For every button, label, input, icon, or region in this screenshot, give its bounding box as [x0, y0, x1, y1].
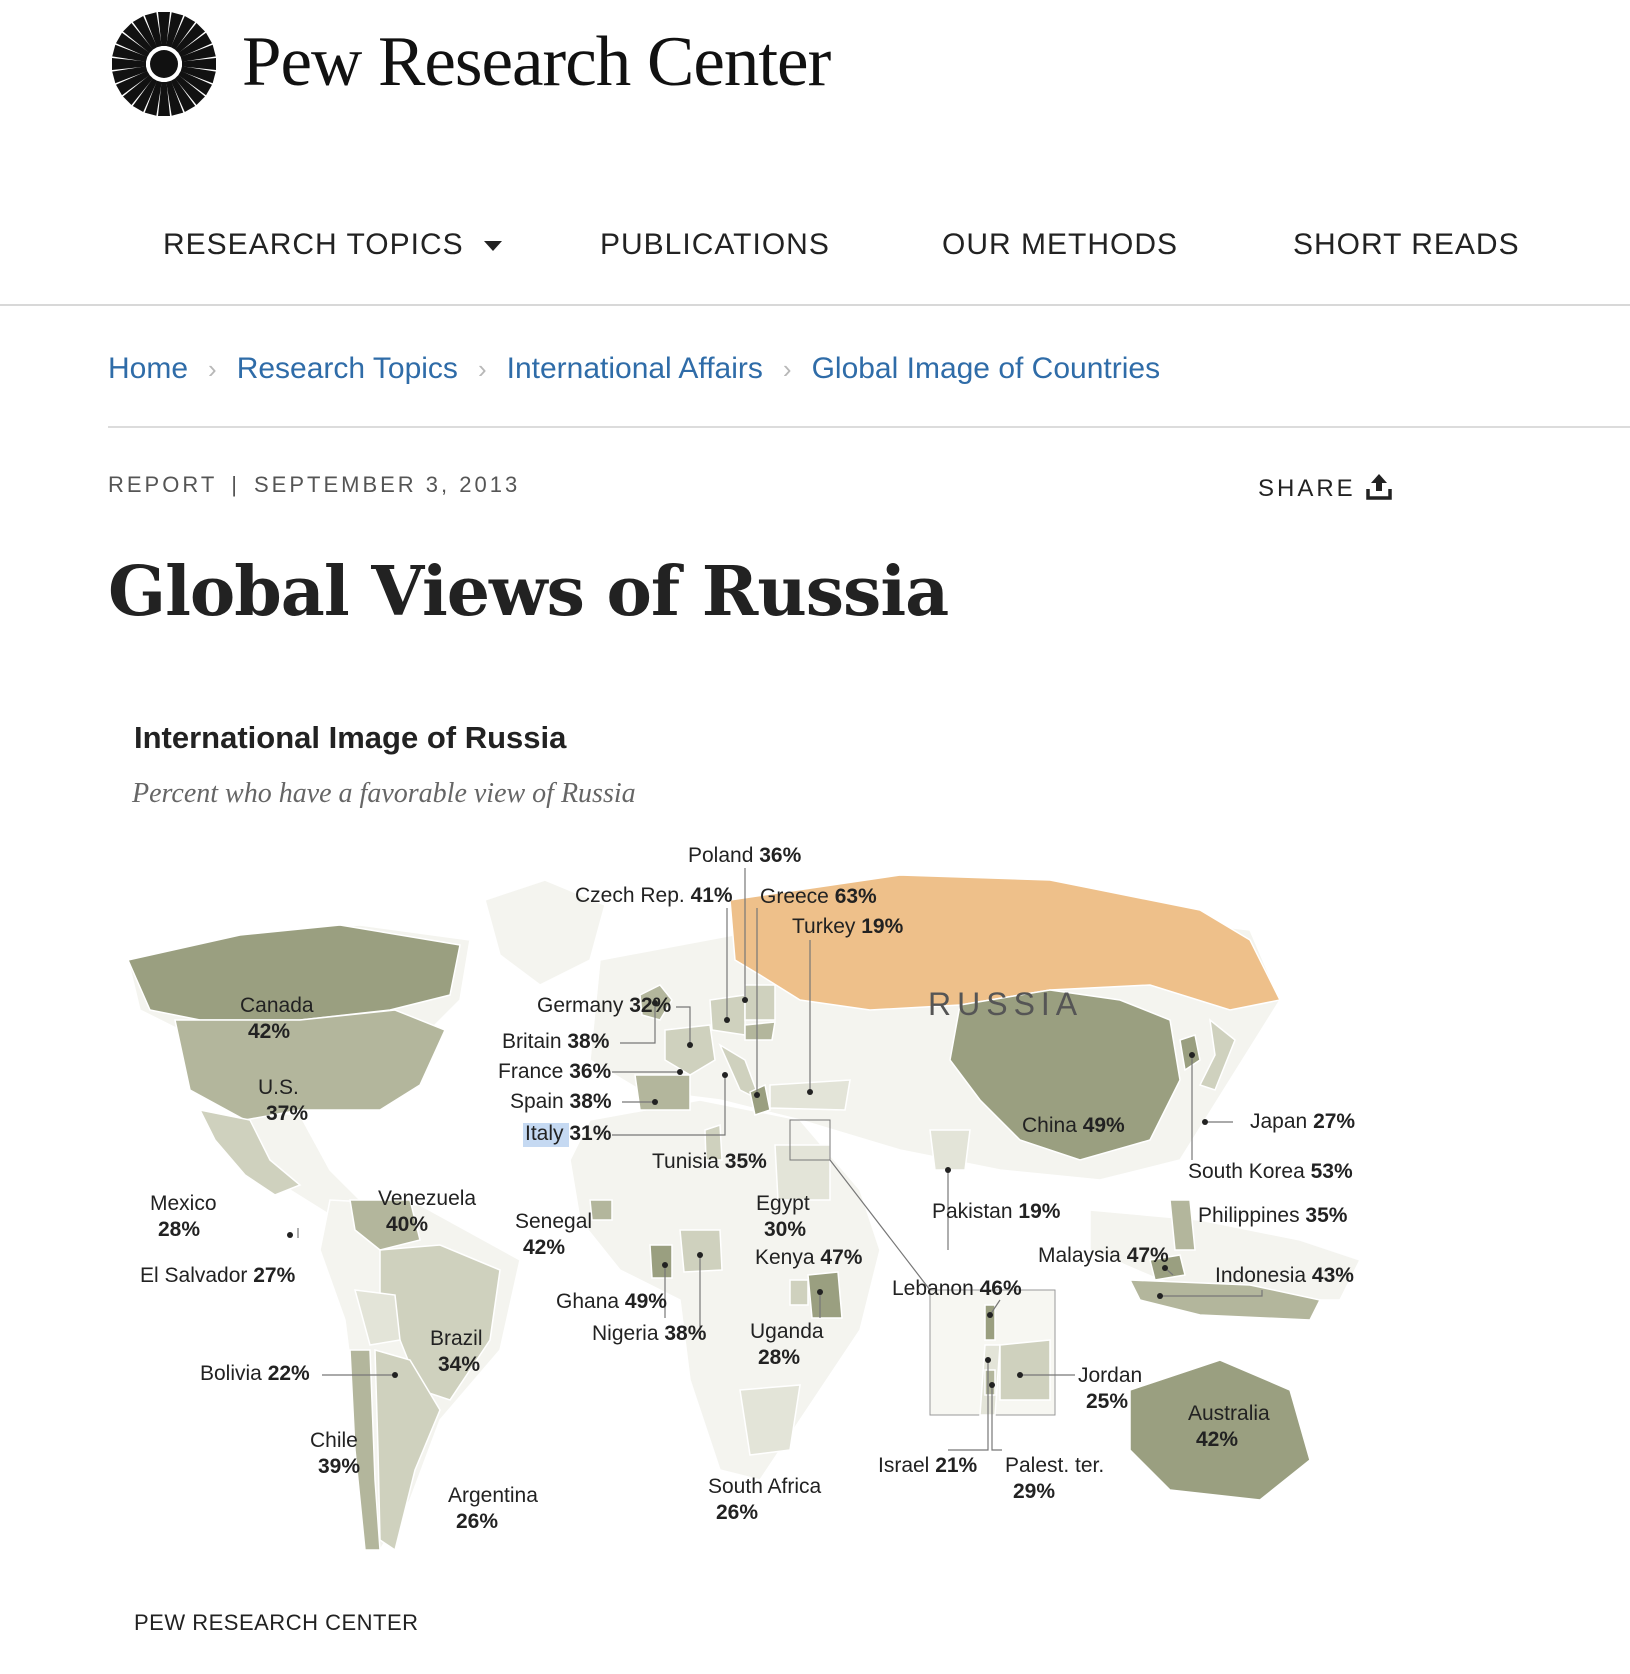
bolivia-label: Bolivia 22% — [200, 1362, 310, 1385]
breadcrumb-international-affairs[interactable]: International Affairs — [506, 352, 763, 385]
leader-dot — [985, 1357, 991, 1363]
turkey-label: Turkey 19% — [792, 915, 904, 938]
pakistan-label: Pakistan 19% — [932, 1200, 1061, 1223]
russia-label: RUSSIA — [928, 986, 1084, 1022]
leader-dot — [1017, 1372, 1023, 1378]
share-upload-icon — [1366, 472, 1392, 500]
egypt-label: Egypt — [756, 1192, 810, 1215]
leader-dot — [687, 1042, 693, 1048]
australia-value: 42% — [1196, 1428, 1239, 1451]
figure-title: International Image of Russia — [134, 720, 567, 755]
venezuela-label: Venezuela — [378, 1187, 477, 1210]
south-africa-value: 26% — [716, 1501, 759, 1524]
meta-separator: | — [231, 472, 240, 497]
leader-dot — [392, 1372, 398, 1378]
figure-subtitle: Percent who have a favorable view of Russia — [132, 778, 636, 809]
jordan-inset-shape — [1000, 1340, 1050, 1400]
share-button[interactable] — [1258, 472, 1392, 503]
jordan-label: Jordan — [1078, 1364, 1143, 1387]
lebanon-label: Lebanon 46% — [892, 1277, 1022, 1300]
uganda-shape — [790, 1280, 808, 1305]
nav-short-reads[interactable]: SHORT READS — [1293, 228, 1520, 261]
kenya-shape — [808, 1272, 842, 1318]
leader-dot — [817, 1289, 823, 1295]
venezuela-value: 40% — [386, 1213, 429, 1236]
breadcrumb-global-image[interactable]: Global Image of Countries — [811, 352, 1161, 385]
palest-ter-label: Palest. ter. — [1005, 1454, 1105, 1477]
uganda-label: Uganda — [750, 1320, 824, 1343]
chile-label: Chile — [310, 1429, 358, 1452]
canada-value: 42% — [248, 1020, 291, 1043]
tunisia-label: Tunisia 35% — [652, 1150, 767, 1173]
nav-research-topics[interactable] — [163, 228, 502, 262]
chile-value: 39% — [318, 1455, 361, 1478]
leader-dot — [945, 1167, 951, 1173]
poland-shape — [745, 985, 775, 1020]
malaysia-label: Malaysia 47% — [1038, 1244, 1169, 1267]
italy-label: Italy 31% — [525, 1122, 612, 1145]
figure-source: PEW RESEARCH CENTER — [134, 1610, 419, 1635]
leader-dot — [754, 1092, 760, 1098]
leader-dot — [987, 1312, 993, 1318]
world-map — [0, 830, 1630, 1610]
leader-dot — [697, 1252, 703, 1258]
poland-label: Poland 36% — [688, 844, 802, 867]
china-label: China 49% — [1022, 1114, 1125, 1137]
leader-dot — [989, 1382, 995, 1388]
el-salvador-label: El Salvador 27% — [140, 1264, 296, 1287]
senegal-shape — [590, 1200, 612, 1220]
leader-dot — [1202, 1119, 1208, 1125]
indonesia-label: Indonesia 43% — [1215, 1264, 1354, 1287]
britain-label: Britain 38% — [502, 1030, 610, 1053]
pew-logo-icon[interactable] — [110, 10, 218, 118]
chevron-right-icon: › — [477, 354, 487, 384]
france-label: France 36% — [498, 1060, 612, 1083]
leader-dot — [807, 1089, 813, 1095]
senegal-label: Senegal — [515, 1210, 593, 1233]
leader-dot — [722, 1072, 728, 1078]
chevron-right-icon: › — [208, 354, 217, 384]
israel-label: Israel 21% — [878, 1454, 978, 1477]
breadcrumb-home[interactable]: Home — [108, 352, 189, 385]
nigeria-shape — [680, 1230, 722, 1272]
palest-ter-value: 29% — [1013, 1480, 1056, 1503]
canada-label: Canada — [240, 994, 314, 1017]
argentina-value: 26% — [456, 1510, 499, 1533]
jordan-value: 25% — [1086, 1390, 1129, 1413]
egypt-value: 30% — [764, 1218, 807, 1241]
leader-dot — [662, 1262, 668, 1268]
south-africa-label: South Africa — [708, 1475, 822, 1498]
brazil-value: 34% — [438, 1353, 481, 1376]
header-divider — [0, 304, 1630, 306]
mexico-value: 28% — [158, 1218, 201, 1241]
uganda-value: 28% — [758, 1346, 801, 1369]
share-label: SHARE — [1258, 475, 1356, 502]
page-title: Global Views of Russia — [108, 552, 949, 632]
leader-dot — [677, 1069, 683, 1075]
u-s-value: 37% — [266, 1102, 309, 1125]
brand-name[interactable]: Pew Research Center — [242, 23, 831, 101]
argentina-label: Argentina — [448, 1484, 538, 1507]
spain-shape — [635, 1075, 690, 1110]
kenya-label: Kenya 47% — [755, 1246, 863, 1269]
australia-label: Australia — [1188, 1402, 1270, 1425]
leader-dot — [652, 1099, 658, 1105]
article-meta — [108, 472, 520, 498]
leader-dot — [742, 997, 748, 1003]
pakistan-shape — [930, 1130, 970, 1170]
breadcrumb — [108, 352, 1160, 386]
nav-publications[interactable]: PUBLICATIONS — [600, 228, 830, 261]
us-shape — [175, 1010, 445, 1120]
senegal-value: 42% — [523, 1236, 566, 1259]
brazil-label: Brazil — [430, 1327, 483, 1350]
philippines-shape — [1170, 1200, 1195, 1250]
south-korea-label: South Korea 53% — [1188, 1160, 1353, 1183]
spain-label: Spain 38% — [510, 1090, 612, 1113]
breadcrumb-divider — [108, 426, 1630, 428]
czech-shape — [745, 1022, 775, 1040]
germany-label: Germany 32% — [537, 994, 672, 1017]
publish-date: SEPTEMBER 3, 2013 — [254, 472, 521, 497]
ghana-shape — [650, 1245, 672, 1278]
mexico-label: Mexico — [150, 1192, 217, 1215]
report-type: REPORT — [108, 472, 218, 497]
greece-label: Greece 63% — [760, 885, 877, 908]
nav-research-topics-label: RESEARCH TOPICS — [163, 228, 464, 261]
chevron-right-icon: › — [782, 354, 792, 384]
japan-label: Japan 27% — [1250, 1110, 1356, 1133]
leader-dot — [1157, 1293, 1163, 1299]
czech-rep-label: Czech Rep. 41% — [575, 884, 733, 907]
ghana-label: Ghana 49% — [556, 1290, 667, 1313]
philippines-label: Philippines 35% — [1198, 1204, 1348, 1227]
caret-down-icon — [484, 241, 502, 251]
nigeria-label: Nigeria 38% — [592, 1322, 707, 1345]
leader-dot — [287, 1232, 293, 1238]
leader-dot — [724, 1017, 730, 1023]
u-s-label: U.S. — [258, 1076, 299, 1099]
nav-our-methods[interactable]: OUR METHODS — [942, 228, 1178, 261]
breadcrumb-research-topics[interactable]: Research Topics — [236, 352, 458, 385]
leader-dot — [1189, 1052, 1195, 1058]
south-africa-shape — [740, 1385, 800, 1455]
